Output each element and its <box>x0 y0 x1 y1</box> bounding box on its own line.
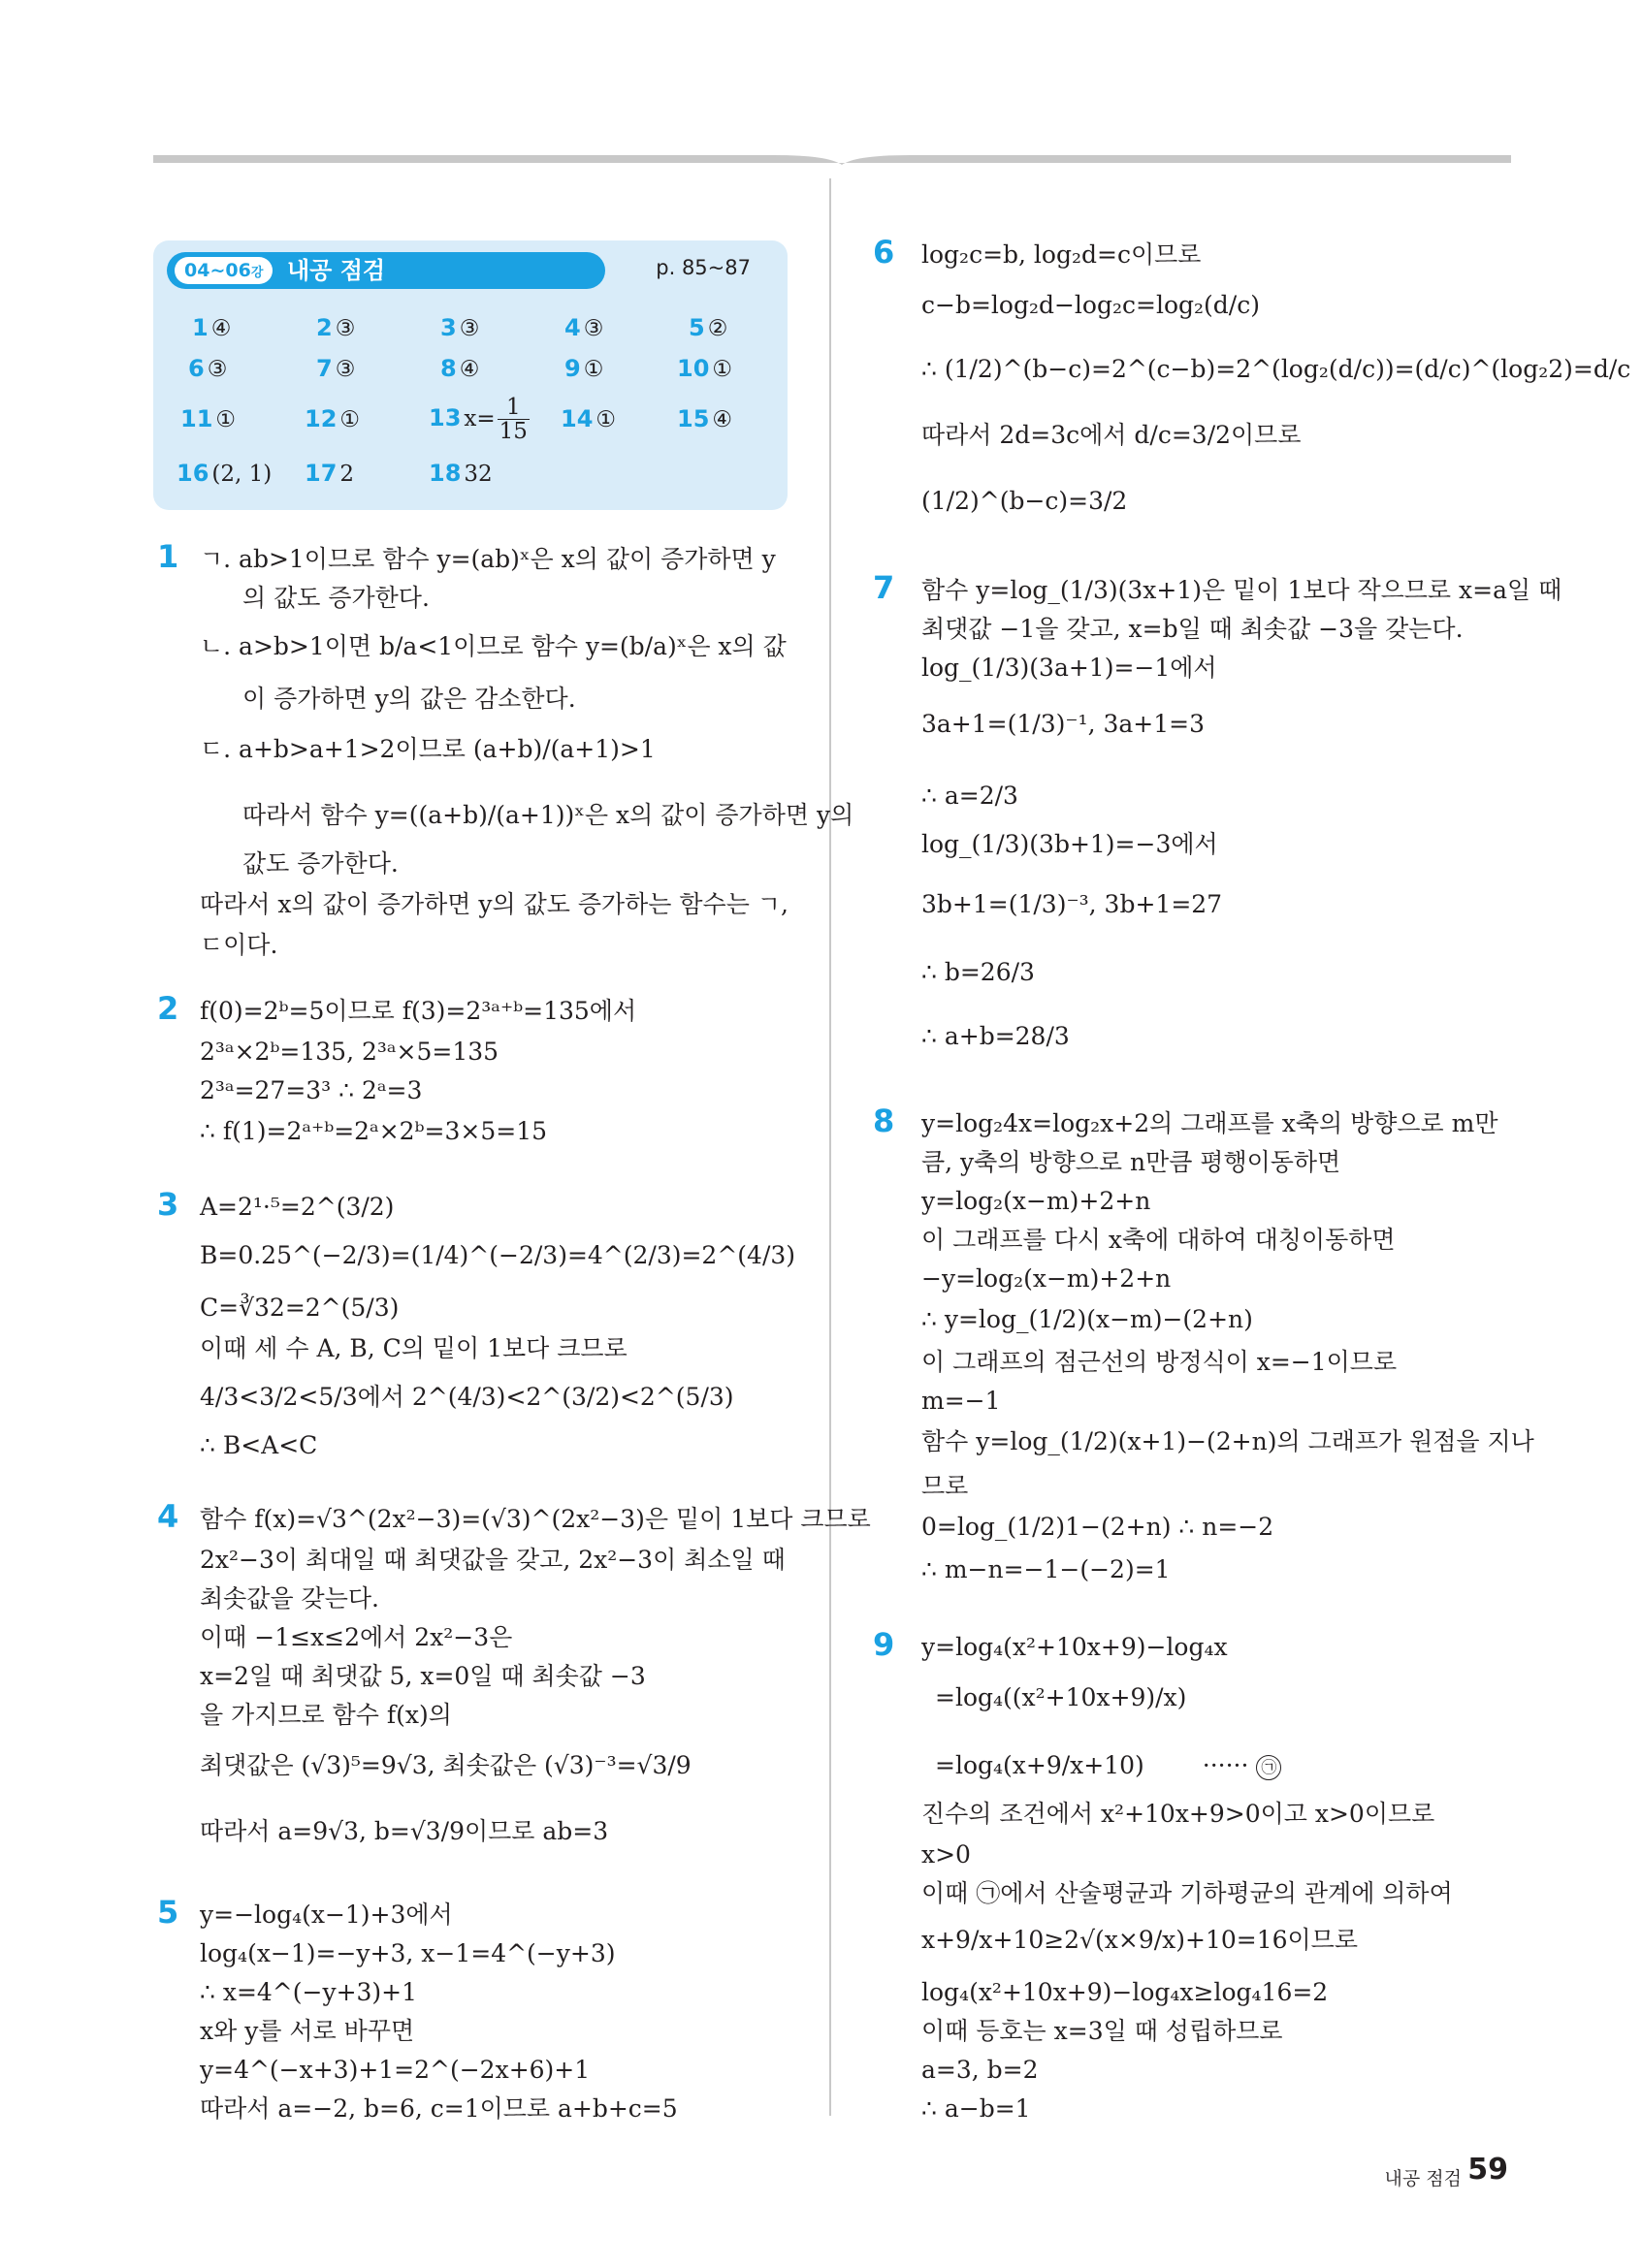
answer-item: 1 ④ <box>192 314 232 341</box>
answer-item: 3 ③ <box>440 314 480 341</box>
solution-line: 함수 y=log_(1/2)(x+1)−(2+n)의 그래프가 원점을 지나 <box>921 1427 1534 1455</box>
solution-line: ㄴ. a>b>1이면 b/a<1이므로 함수 y=(b/a)ˣ은 x의 값 <box>200 632 787 660</box>
solution-number: 7 <box>873 569 895 606</box>
solution-line: x=2일 때 최댓값 5, x=0일 때 최솟값 −3 <box>200 1662 646 1690</box>
solution-line: 이 그래프를 다시 x축에 대하여 대칭이동하면 <box>921 1226 1396 1254</box>
solution-line: =log₄(x+9/x+10) ······ ㉠ <box>935 1751 1281 1780</box>
solution-line: ∴ a=2/3 <box>921 782 1018 810</box>
solution-line: 따라서 x의 값이 증가하면 y의 값도 증가하는 함수는 ㄱ, <box>200 890 789 918</box>
solution-line: a=3, b=2 <box>921 2056 1039 2084</box>
solution-line: ∴ a+b=28/3 <box>921 1022 1070 1050</box>
solution-number: 1 <box>157 538 179 575</box>
solution-number: 6 <box>873 234 895 271</box>
solution-line: y=log₄(x²+10x+9)−log₄x <box>921 1633 1228 1661</box>
solution-line: ∴ b=26/3 <box>921 958 1035 986</box>
answer-box-header <box>167 252 605 289</box>
answer-item: 2 ③ <box>316 314 356 341</box>
solution-line: 진수의 조건에서 x²+10x+9>0이고 x>0이므로 <box>921 1800 1435 1828</box>
solution-line: 이 증가하면 y의 값은 감소한다. <box>242 685 576 713</box>
solution-line: 함수 f(x)=√3^(2x²−3)=(√3)^(2x²−3)은 밑이 1보다 크므로 <box>200 1505 871 1533</box>
solution-line: 이 그래프의 점근선의 방정식이 x=−1이므로 <box>921 1348 1398 1376</box>
answer-item: 16 (2, 1) <box>177 460 273 487</box>
solution-line: (1/2)^(b−c)=3/2 <box>921 487 1128 515</box>
solution-line: 2³ᵃ×2ᵇ=135, 2³ᵃ×5=135 <box>200 1038 499 1066</box>
answer-13-value: x= $\frac{1}{15}$ <box>464 395 528 445</box>
answer-box-title: 내공 점검 <box>287 257 386 284</box>
answer-item: 15 ④ <box>677 405 733 432</box>
answer-item: 7 ③ <box>316 355 356 382</box>
solution-line: y=log₂(x−m)+2+n <box>921 1187 1151 1215</box>
solution-line: ∴ f(1)=2ᵃ⁺ᵇ=2ᵃ×2ᵇ=3×5=15 <box>200 1117 548 1145</box>
answer-item: 13 x= $\frac{1}{15}$ <box>429 396 531 443</box>
solution-number: 8 <box>873 1102 895 1139</box>
column-divider <box>829 178 831 2116</box>
solution-line: y=−log₄(x−1)+3에서 <box>200 1901 453 1929</box>
answer-item: 17 2 <box>305 460 355 487</box>
solution-line: x와 y를 서로 바꾸면 <box>200 2017 415 2045</box>
solution-line: 함수 y=log_(1/3)(3x+1)은 밑이 1보다 작으므로 x=a일 때 <box>921 576 1562 604</box>
solution-line: ∴ a−b=1 <box>921 2094 1031 2123</box>
solution-line: f(0)=2ᵇ=5이므로 f(3)=2³ᵃ⁺ᵇ=135에서 <box>200 997 637 1025</box>
solution-line: x+9/x+10≥2√(x×9/x)+10=16이므로 <box>921 1926 1358 1954</box>
solution-line: m=−1 <box>921 1387 1001 1415</box>
solution-line: ∴ m−n=−1−(−2)=1 <box>921 1555 1171 1583</box>
page-number: 59 <box>1467 2153 1508 2187</box>
answer-box <box>153 240 788 510</box>
solution-line: log_(1/3)(3b+1)=−3에서 <box>921 830 1218 858</box>
solution-line: 을 가지므로 함수 f(x)의 <box>200 1701 452 1729</box>
page-range: p. 85~87 <box>656 256 751 279</box>
footer-label: 내공 점검 <box>1384 2168 1462 2189</box>
solution-line: 3b+1=(1/3)⁻³, 3b+1=27 <box>921 890 1223 918</box>
solution-line: C=∛32=2^(5/3) <box>200 1294 400 1322</box>
answer-item: 5 ② <box>689 314 728 341</box>
solution-line: B=0.25^(−2/3)=(1/4)^(−2/3)=4^(2/3)=2^(4/3) <box>200 1241 796 1269</box>
solution-line: x>0 <box>921 1840 971 1869</box>
solution-line: A=2¹·⁵=2^(3/2) <box>200 1193 395 1221</box>
solution-line: =log₄((x²+10x+9)/x) <box>935 1683 1187 1711</box>
solution-line: 따라서 a=−2, b=6, c=1이므로 a+b+c=5 <box>200 2094 678 2123</box>
solution-line: ∴ B<A<C <box>200 1431 318 1459</box>
solution-line: ㄷ이다. <box>200 931 278 959</box>
solution-line: 0=log_(1/2)1−(2+n) ∴ n=−2 <box>921 1513 1274 1541</box>
answer-item: 9 ① <box>564 355 604 382</box>
solution-line: 따라서 함수 y=((a+b)/(a+1))ˣ은 x의 값이 증가하면 y의 <box>242 801 854 829</box>
solution-line: ∴ y=log_(1/2)(x−m)−(2+n) <box>921 1305 1253 1333</box>
solution-line: 값도 증가한다. <box>242 849 399 878</box>
solution-line: ∴ (1/2)^(b−c)=2^(c−b)=2^(log₂(d/c))=(d/c)^(log₂2)=d/c <box>921 355 1631 383</box>
solution-line: y=log₂4x=log₂x+2의 그래프를 x축의 방향으로 m만 <box>921 1109 1498 1137</box>
solution-line: ㄱ. ab>1이므로 함수 y=(ab)ˣ은 x의 값이 증가하면 y <box>200 545 776 573</box>
solution-line: c−b=log₂d−log₂c=log₂(d/c) <box>921 291 1260 319</box>
solution-line: −y=log₂(x−m)+2+n <box>921 1264 1172 1293</box>
solution-line: 최솟값을 갖는다. <box>200 1584 379 1613</box>
solution-line: 최댓값 −1을 갖고, x=b일 때 최솟값 −3을 갖는다. <box>921 615 1464 643</box>
answer-item: 18 32 <box>429 460 493 487</box>
solution-line: 따라서 a=9√3, b=√3/9이므로 ab=3 <box>200 1817 609 1845</box>
solution-number: 9 <box>873 1626 895 1663</box>
solution-line: 2x²−3이 최대일 때 최댓값을 갖고, 2x²−3이 최소일 때 <box>200 1546 786 1574</box>
solution-line: 이때 −1≤x≤2에서 2x²−3은 <box>200 1623 513 1651</box>
solution-line: ㄷ. a+b>a+1>2이므로 (a+b)/(a+1)>1 <box>200 735 656 763</box>
answer-item: 6 ③ <box>188 355 228 382</box>
solution-line: log₂c=b, log₂d=c이므로 <box>921 240 1202 269</box>
solution-line: 이때 세 수 A, B, C의 밑이 1보다 크므로 <box>200 1334 628 1362</box>
solution-line: 므로 <box>921 1472 969 1500</box>
solution-line: ∴ x=4^(−y+3)+1 <box>200 1978 418 2006</box>
answer-item: 14 ① <box>561 405 617 432</box>
solution-line: 최댓값은 (√3)⁵=9√3, 최솟값은 (√3)⁻³=√3/9 <box>200 1751 692 1779</box>
solution-line: 이때 등호는 x=3일 때 성립하므로 <box>921 2017 1283 2045</box>
solution-line: 이때 ㉠에서 산술평균과 기하평균의 관계에 의하여 <box>921 1879 1453 1907</box>
answer-item: 10 ① <box>677 355 733 382</box>
answer-item: 11 ① <box>180 405 237 432</box>
solution-line: log₄(x²+10x+9)−log₄x≥log₄16=2 <box>921 1978 1329 2006</box>
solution-line: y=4^(−x+3)+1=2^(−2x+6)+1 <box>200 2056 591 2084</box>
solution-number: 2 <box>157 990 179 1027</box>
solution-line: 4/3<3/2<5/3에서 2^(4/3)<2^(3/2)<2^(5/3) <box>200 1383 734 1411</box>
answer-item: 4 ③ <box>564 314 604 341</box>
solution-line: 3a+1=(1/3)⁻¹, 3a+1=3 <box>921 710 1205 738</box>
solution-number: 4 <box>157 1498 179 1535</box>
answer-item: 8 ④ <box>440 355 480 382</box>
solution-number: 5 <box>157 1894 179 1931</box>
solution-number: 3 <box>157 1186 179 1223</box>
solution-line: log₄(x−1)=−y+3, x−1=4^(−y+3) <box>200 1939 616 1967</box>
circled-marker: ㉠ <box>1256 1755 1281 1780</box>
solution-line: 2³ᵃ=27=3³ ∴ 2ᵃ=3 <box>200 1076 423 1104</box>
solution-line: 따라서 2d=3c에서 d/c=3/2이므로 <box>921 421 1302 449</box>
solution-line: log_(1/3)(3a+1)=−1에서 <box>921 654 1217 682</box>
chapter-badge: 04~06강 <box>175 257 273 284</box>
answer-item: 12 ① <box>305 405 361 432</box>
top-rule <box>153 151 1511 165</box>
solution-line: 의 값도 증가한다. <box>242 584 430 612</box>
solution-line: 큼, y축의 방향으로 n만큼 평행이동하면 <box>921 1148 1341 1176</box>
